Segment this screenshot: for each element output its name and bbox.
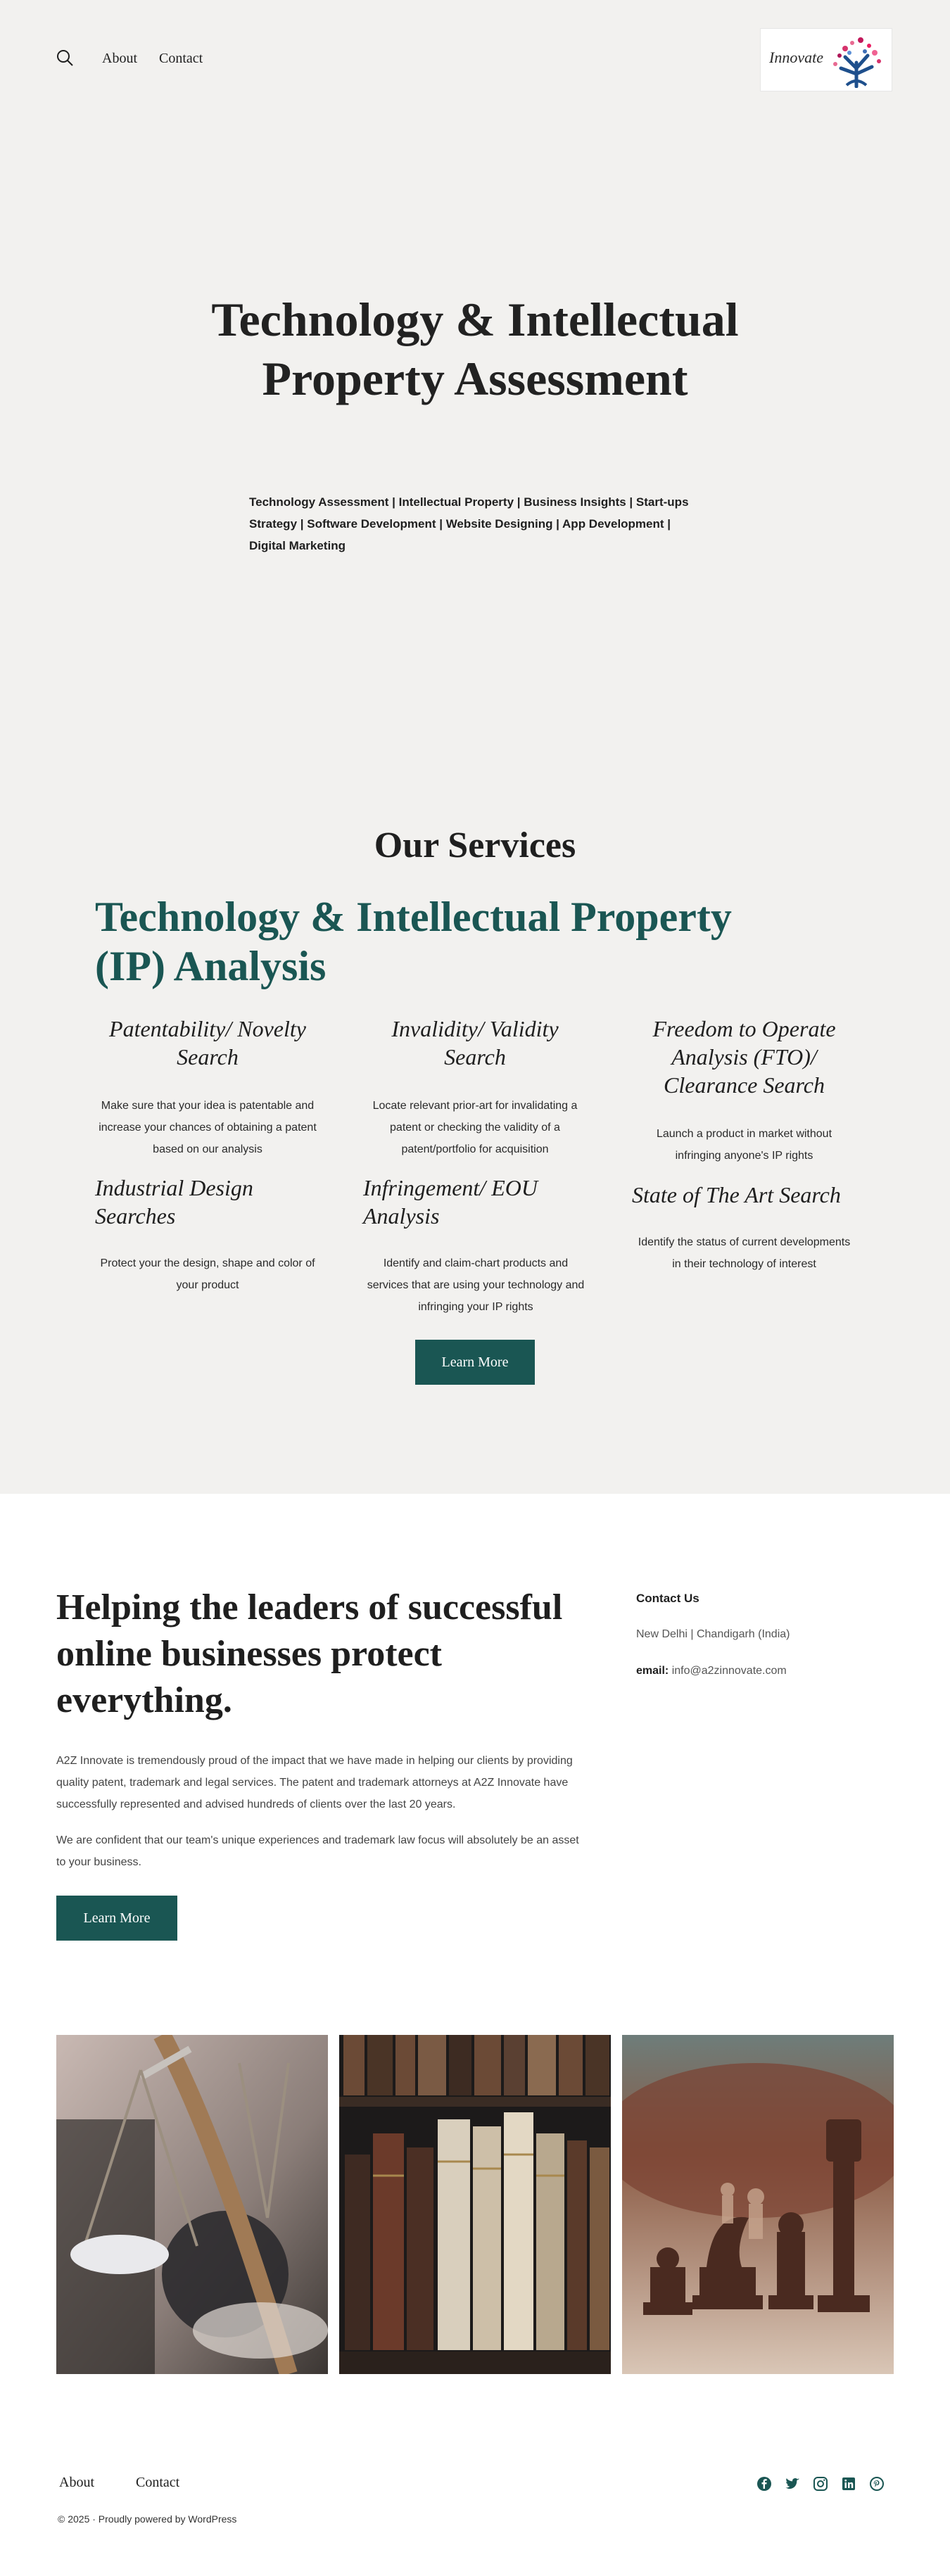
footer-nav-contact[interactable]: Contact	[136, 2475, 180, 2490]
services-heading: Our Services	[374, 825, 576, 865]
linkedin-icon[interactable]	[840, 2475, 857, 2492]
service-desc-invalidity: Locate relevant prior-art for invalidating a patent or checking the validity of a patent/portfolio for acquisition	[372, 1100, 578, 1155]
email-link[interactable]: info@a2zinnovate.com	[671, 1665, 787, 1677]
services-learn-more-button[interactable]: Learn More	[415, 1340, 535, 1385]
service-title-industrial-design: Industrial Design Searches	[95, 1175, 253, 1229]
about-title: Helping the leaders of successful online businesses protect everything.	[56, 1587, 563, 1720]
service-title-infringement: Infringement/ EOU Analysis	[363, 1175, 538, 1229]
tree-logo-icon	[825, 33, 887, 88]
service-desc-patentability: Make sure that your idea is patentable and increase your chances of obtaining a patent based on our analysis	[99, 1100, 317, 1155]
footer-nav-about[interactable]: About	[59, 2475, 94, 2490]
nav-contact[interactable]: Contact	[159, 51, 203, 66]
chess-pieces-image	[622, 2035, 894, 2374]
about-paragraph-2: We are confident that our team's unique experiences and trademark law focus will absolutely be an asset to your business.	[56, 1834, 579, 1868]
about-paragraph-1: A2Z Innovate is tremendously proud of the impact that we have made in helping our clients by providing quality patent, trademark and legal services. The patent and trademark attorneys at A2Z Innovate have successfully represented and advised hundreds of clients over the last 20 years.	[56, 1755, 573, 1810]
nav-about[interactable]: About	[102, 51, 137, 66]
service-title-patentability: Patentability/ Novelty Search	[109, 1016, 306, 1070]
contact-email	[636, 1665, 787, 1677]
logo-text: Innovate	[769, 49, 823, 66]
service-title-fto: Freedom to Operate Analysis (FTO)/ Clearance Search	[652, 1016, 836, 1098]
pinterest-icon[interactable]	[868, 2475, 885, 2492]
instagram-icon[interactable]	[812, 2475, 829, 2492]
scales-of-justice-image	[56, 2035, 328, 2374]
site-logo[interactable]	[760, 28, 892, 91]
about-learn-more-button[interactable]: Learn More	[56, 1896, 177, 1941]
contact-location: New Delhi | Chandigarh (India)	[636, 1628, 790, 1640]
service-title-invalidity: Invalidity/ Validity Search	[391, 1016, 559, 1070]
search-icon[interactable]	[55, 48, 75, 68]
books-shelf-image	[339, 2035, 611, 2374]
hero-subtitle: Technology Assessment | Intellectual Property | Business Insights | Start-ups Strategy | Software Development | Website Designing | App Development | Digital Marketing	[249, 495, 689, 552]
services-subheading: Technology & Intellectual Property (IP) Analysis	[95, 894, 732, 989]
service-desc-industrial-design: Protect your the design, shape and color of your product	[100, 1257, 315, 1291]
service-desc-infringement: Identify and claim-chart products and services that are using your technology and infringing your IP rights	[367, 1257, 585, 1313]
service-desc-state-of-art: Identify the status of current developments in their technology of interest	[638, 1236, 851, 1270]
email-label: email:	[636, 1665, 669, 1677]
twitter-icon[interactable]	[784, 2475, 801, 2492]
service-desc-fto: Launch a product in market without infringing anyone's IP rights	[656, 1128, 832, 1162]
service-title-state-of-art: State of The Art Search	[632, 1182, 841, 1207]
page-title: Technology & Intellectual Property Assessment	[211, 293, 739, 405]
facebook-icon[interactable]	[756, 2475, 773, 2492]
copyright: © 2025 · Proudly powered by WordPress	[58, 2513, 237, 2525]
contact-heading: Contact Us	[636, 1592, 699, 1605]
